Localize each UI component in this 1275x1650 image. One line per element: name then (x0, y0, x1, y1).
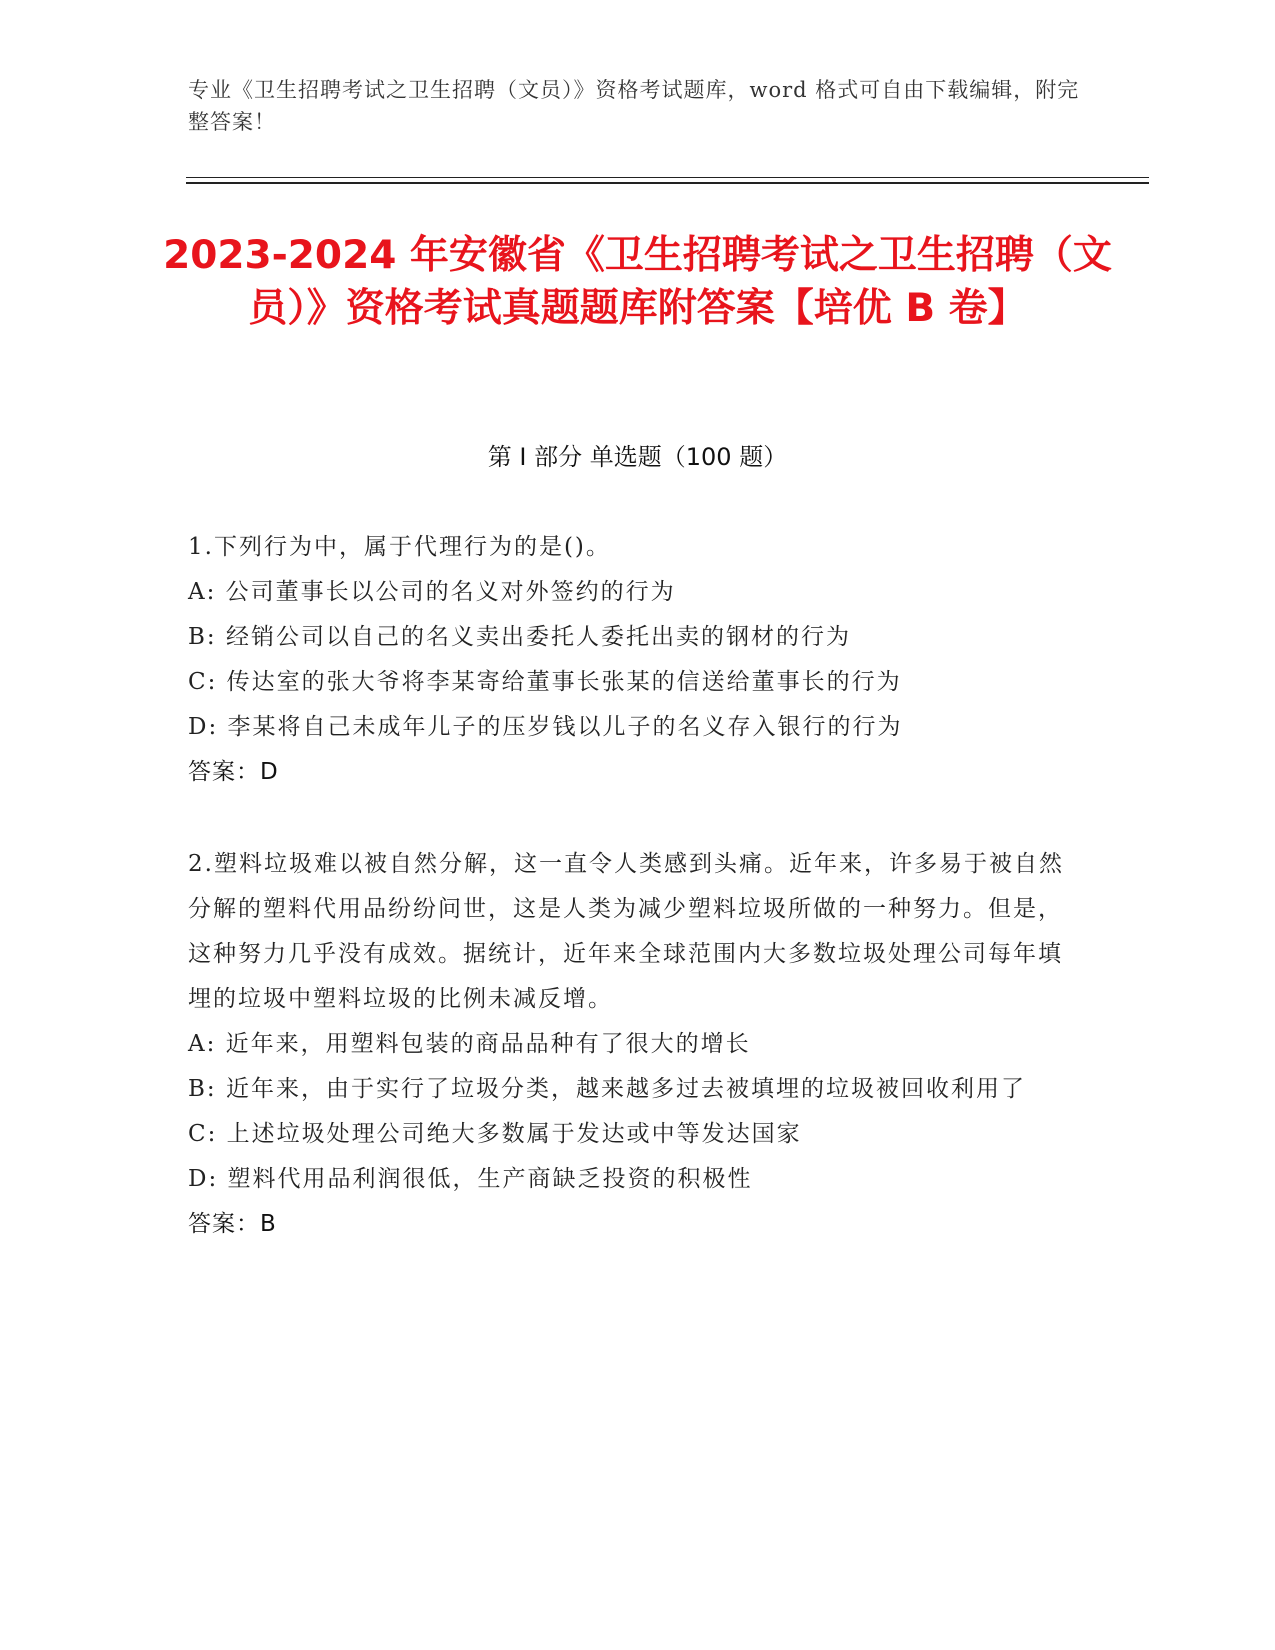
document-title: 2023-2024 年安徽省《卫生招聘考试之卫生招聘（文员）》资格考试真题题库附答案【培优 B 卷】 (163, 233, 1112, 331)
answer: 答案：B (188, 1211, 277, 1237)
header-divider (186, 177, 1149, 184)
answer: 答案：D (188, 759, 279, 785)
option-d: D: 李某将自己未成年儿子的压岁钱以儿子的名义存入银行的行为 (188, 714, 903, 740)
option-c: C: 传达室的张大爷将李某寄给董事长张某的信送给董事长的行为 (188, 669, 902, 695)
option-d: D: 塑料代用品利润很低，生产商缺乏投资的积极性 (188, 1166, 753, 1192)
header-note: 专业《卫生招聘考试之卫生招聘（文员）》资格考试题库，word 格式可自由下载编辑，附完整答案！ (188, 78, 1080, 134)
question-2 (188, 842, 1068, 1247)
option-a: A: 公司董事长以公司的名义对外签约的行为 (188, 579, 676, 605)
section-heading: 第 I 部分 单选题（100 题） (487, 443, 788, 471)
question-stem: 2.塑料垃圾难以被自然分解，这一直令人类感到头痛。近年来，许多易于被自然分解的塑料代用品纷纷问世，这是人类为减少塑料垃圾所做的一种努力。但是，这种努力几乎没有成效。据统计，近年来全球范围内大多数垃圾处理公司每年填埋的垃圾中塑料垃圾的比例未减反增。 (188, 851, 1064, 1012)
question-1 (188, 525, 1068, 795)
question-stem: 1.下列行为中，属于代理行为的是()。 (188, 534, 611, 560)
option-b: B: 经销公司以自己的名义卖出委托人委托出卖的钢材的行为 (188, 624, 851, 650)
option-c: C: 上述垃圾处理公司绝大多数属于发达或中等发达国家 (188, 1121, 802, 1147)
option-b: B: 近年来，由于实行了垃圾分类，越来越多过去被填埋的垃圾被回收利用了 (188, 1076, 1026, 1102)
option-a: A: 近年来，用塑料包装的商品品种有了很大的增长 (188, 1031, 751, 1057)
